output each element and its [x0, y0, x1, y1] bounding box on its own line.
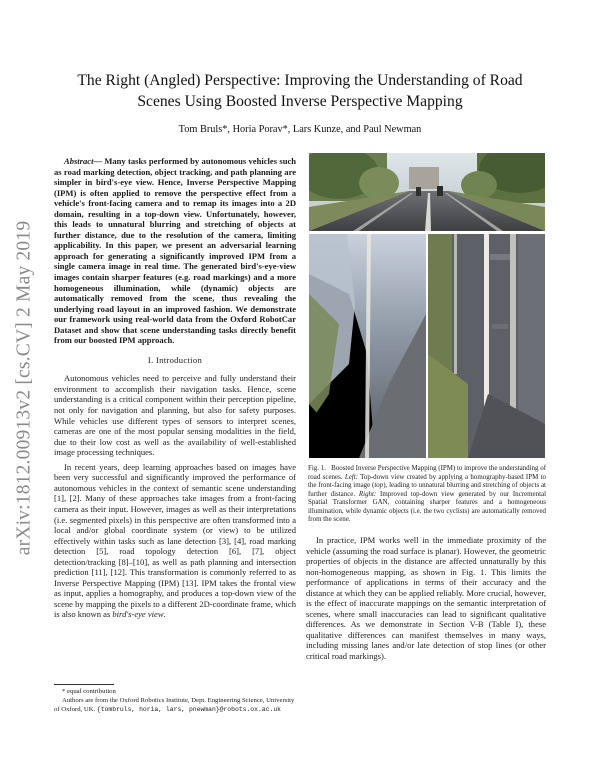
- boosted-ipm-top-down-view: [428, 234, 545, 458]
- caption-text-a: Boosted Inverse Perspective Mapping (IPM) to improve the understanding of road scenes.: [308, 464, 547, 481]
- footnotes: [54, 684, 296, 715]
- left-column: [54, 156, 296, 624]
- abstract-text: — Many tasks performed by autonomous vehicles such as road marking detection, object tracking, and path planning are simpler in bird's-eye view. Hence, Inverse Perspective Mapping (IPM) is often applied to remove the perspective effect from a vehicle's front-facing camera and to remap its images into a 2D domain, resulting in a top-down view. Unfortunately, however, this leads to unnatural blurring and stretching of objects at further distance, due to the resolution of the camera, limiting applicability. In this paper, we present an adversarial learning approach for generating a significantly improved IPM from a single camera image in real time. The generated bird's-eye-view images contain sharper features (e.g. road markings) and a more homogeneous illumination, while (dynamic) objects are automatically removed from the scene, thus revealing the underlying road layout in an improved fashion. We demonstrate our framework using real-world data from the Oxford RobotCar Dataset and show that scene understanding tasks directly benefit from our boosted IPM approach.: [54, 156, 296, 346]
- intro-paragraph-2-emphasis: bird's-eye view: [112, 609, 164, 620]
- footnote-emails: {tombruls, horia, lars, pnewman}@robots.ox.ac.uk: [96, 705, 281, 713]
- paper-authors: Tom Bruls*, Horia Porav*, Lars Kunze, and Paul Newman: [178, 124, 422, 135]
- title-line-2: Scenes Using Boosted Inverse Perspective Mapping: [137, 93, 463, 110]
- intro-paragraph-2: [54, 462, 296, 620]
- section-heading-introduction: I. Introduction: [147, 354, 203, 365]
- intro-paragraph-3: In practice, IPM works well in the immediate proximity of the vehicle (assuming the road surface is planar). However, the geometric properties of objects in the distance are affected unnaturally by this non-homogeneous mapping, as shown in Fig. 1. This limits the performance of applications in terms of their accuracy and the distance at which they can be applied reliably. More crucial, however, is the effect of inaccurate mappings on the semantic interpretation of scenes, where small inaccuracies can lead to significant qualitative differences. As we demonstrate in Section V-B (Table I), these qualitative differences can manifest themselves in many ways, including missing lanes and/or late detection of stop lines (or other critical road markings).: [306, 535, 546, 662]
- footnote-rule: [54, 684, 114, 685]
- caption-text-d: Improved top-down view generated by our Incremental Spatial Transformer GAN, containing sharper features and a homogeneous illumination, while dynamic objects (i.e. the two cyclists) are automatically removed from the scene.: [308, 489, 547, 523]
- footnote-affiliation: [54, 697, 296, 714]
- paper-title: [60, 70, 540, 112]
- arxiv-id-text: arXiv:1812.00913v2 [cs.CV] 2 May 2019: [13, 220, 34, 556]
- footnote-equal-contribution: * equal contribution: [62, 688, 116, 695]
- footnote-affiliation-text: Authors are from the Oxford Robotics Institute, Dept. Engineering Science, University of Oxford, UK.: [54, 697, 295, 713]
- intro-paragraph-1: Autonomous vehicles need to perceive and fully understand their environment to accomplish their navigation tasks. Hence, scene understanding is a critical component within their perception pipeline, not only for navigation and planning, but also for safety purposes. While vehicles use different types of sensors to interpret scenes, cameras are one of the most popular sensing modalities in the field, due to their low cost as well as the availability of well-established image processing techniques.: [54, 373, 296, 458]
- figure-1-caption: [308, 464, 546, 524]
- caption-top-label: top: [374, 481, 384, 489]
- caption-left-label: Left:: [344, 472, 358, 481]
- right-column: [306, 535, 546, 666]
- figure-1: [309, 153, 545, 458]
- title-line-1: The Right (Angled) Perspective: Improving the Understanding of Road: [77, 72, 523, 89]
- arxiv-identifier: [4, 200, 44, 576]
- intro-paragraph-2-end: .: [163, 609, 166, 620]
- homography-ipm-top-down-view: [309, 234, 426, 458]
- intro-paragraph-2-text: In recent years, deep learning approaches based on images have been very successful and significantly improved the performance of autonomous vehicles in the context of semantic scene understanding [1], [2]. Many of these approaches take images from a front-facing camera as their input. However, images as well as their interpretations (i.e. segmented pixels) in this perspective are often transformed into a local and/or global coordinate system (or view) to be utilized effectively within tasks such as lane detection [3], [4], road marking detection [5], road topology detection [6], [7], object detection/tracking [8]–[10], as well as path planning and intersection prediction [11], [12]. This transformation is commonly referred to as Inverse Perspective Mapping (IPM) [13]. IPM takes the frontal view as input, applies a homography, and produces a top-down view of the scene by mapping the pixels to a different 2D-coordinate frame, which is also known as: [54, 461, 296, 620]
- caption-label: Fig. 1.: [308, 464, 326, 472]
- caption-text-b: Top-down view created by applying a homography-based IPM to the front-facing image (: [308, 472, 546, 489]
- caption-right-label: Right:: [358, 489, 377, 498]
- abstract-lead: Abstract: [64, 156, 94, 166]
- abstract: [54, 156, 296, 346]
- caption-text-c: ), leading to unnatural blurring and stretching of objects at further distance.: [308, 481, 546, 498]
- front-facing-camera-image: [309, 153, 545, 231]
